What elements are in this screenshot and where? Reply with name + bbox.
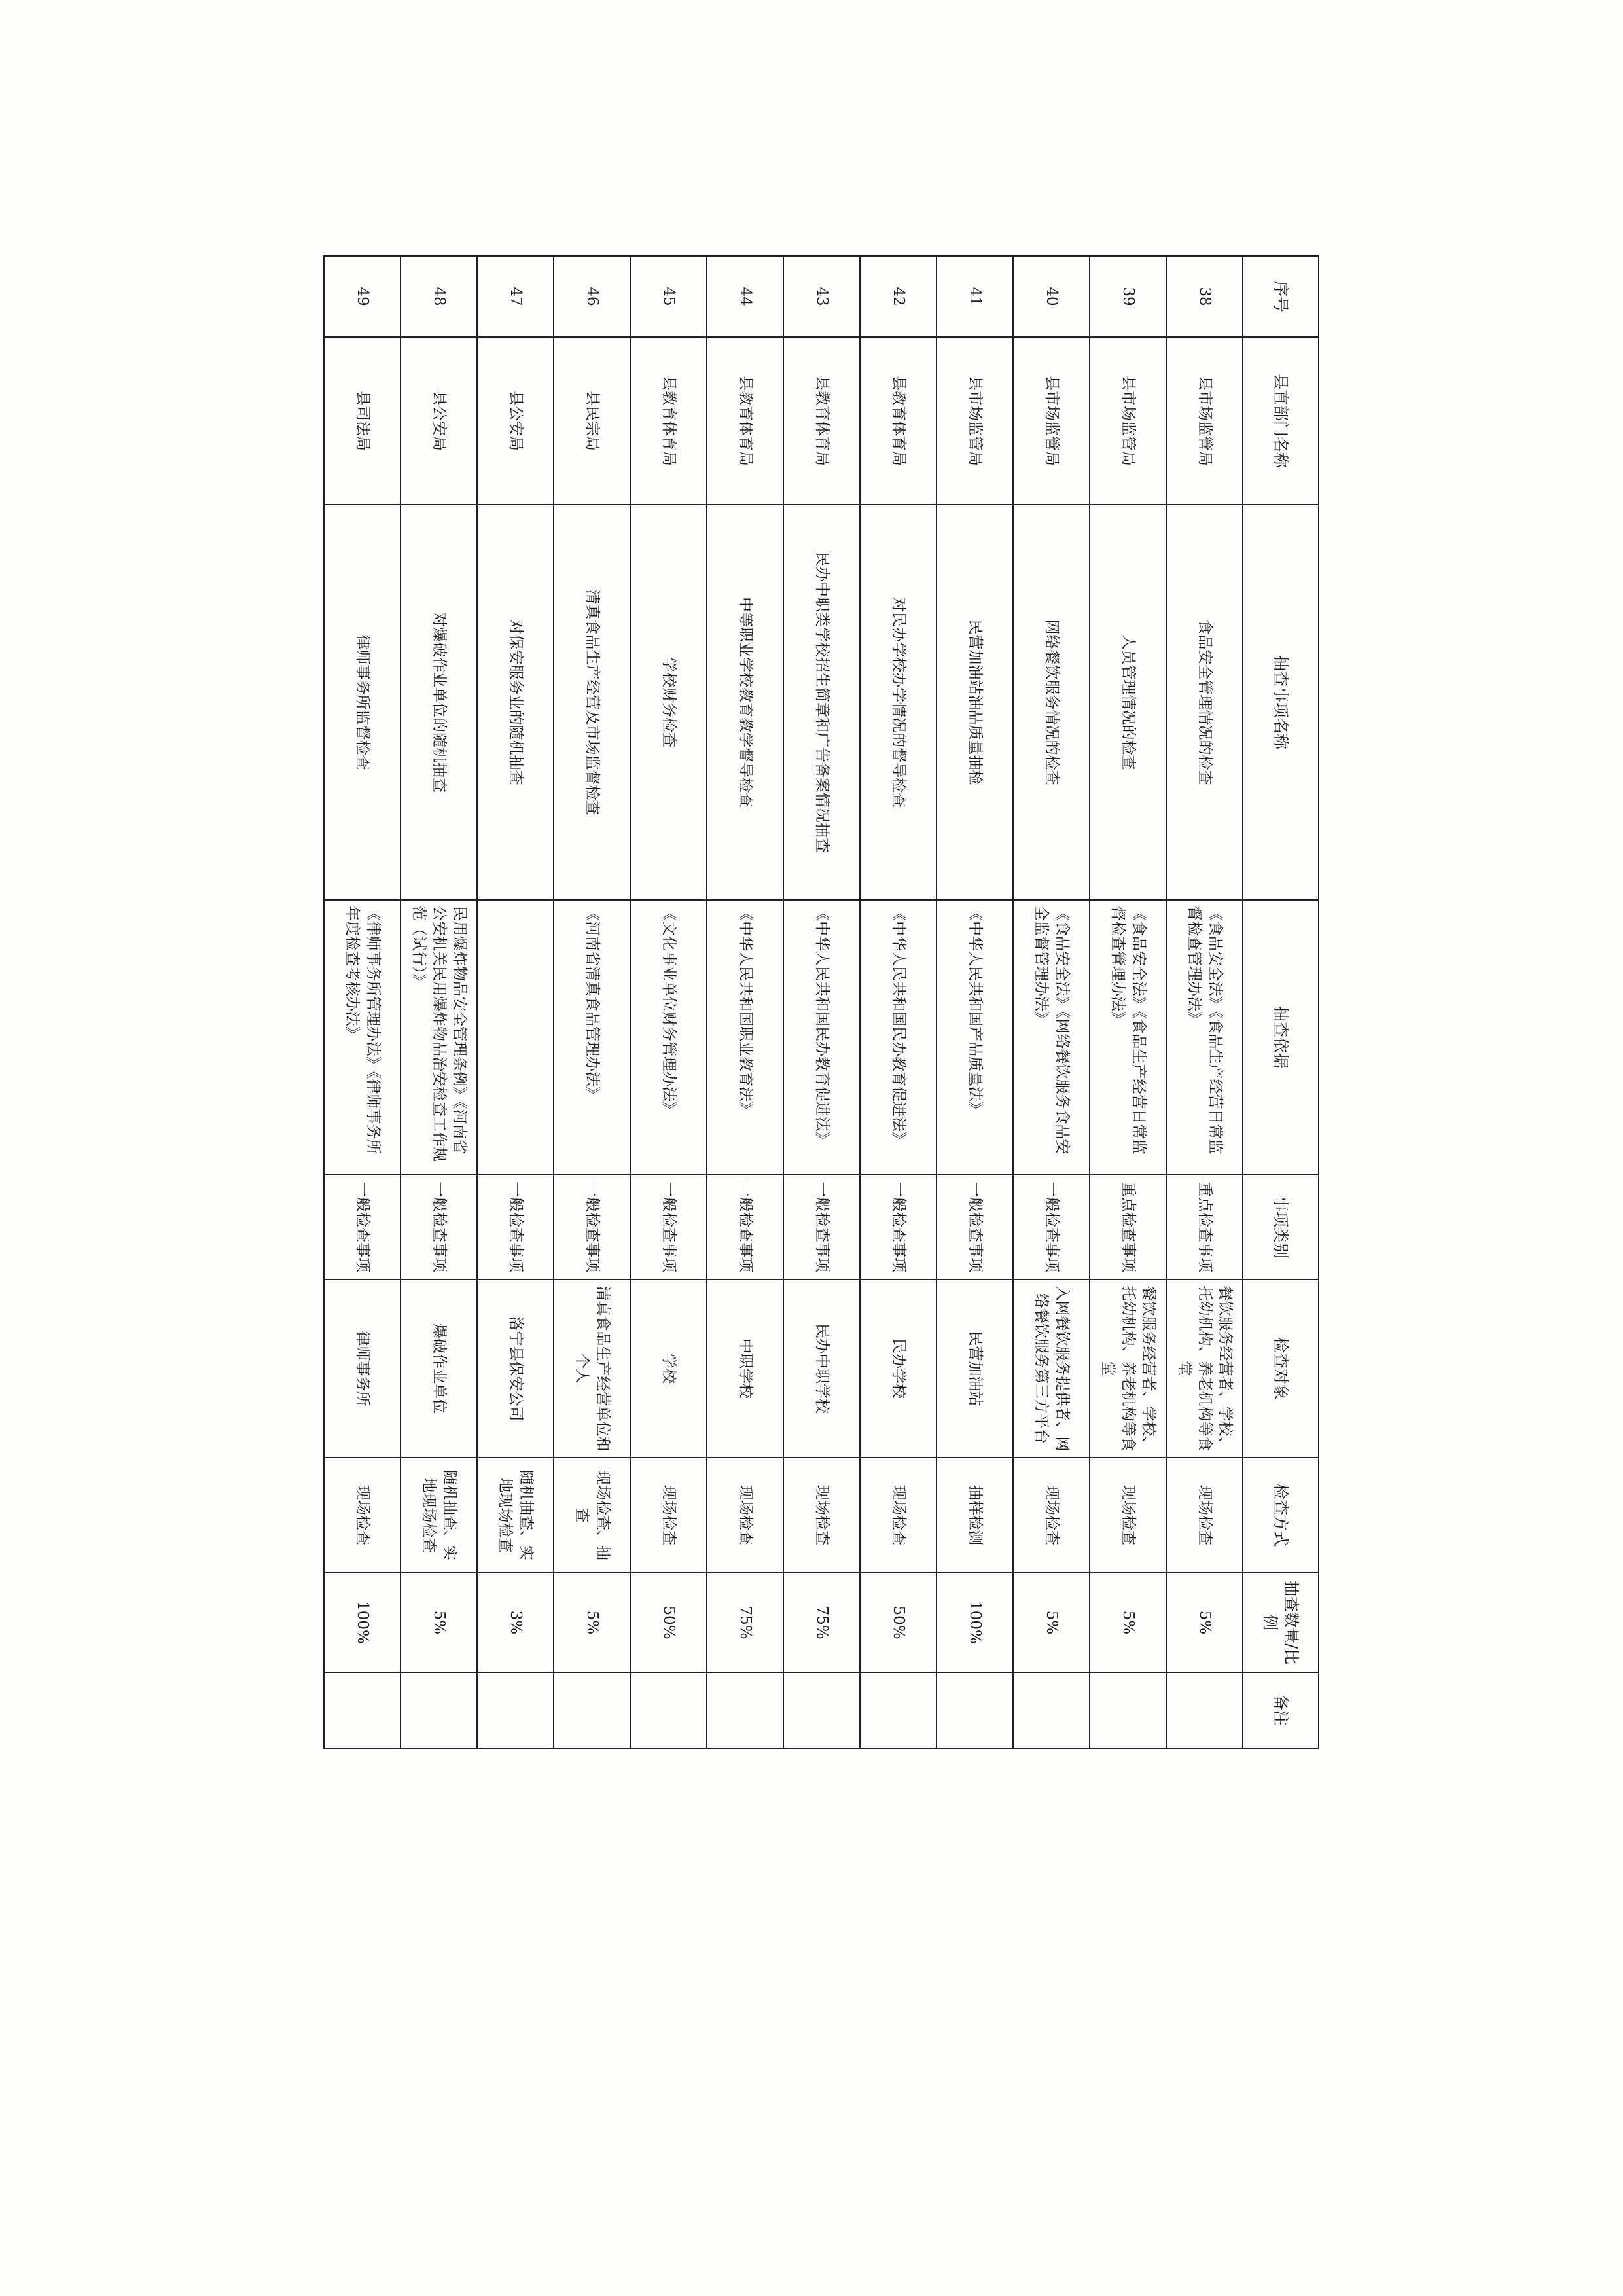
header-cell-basis: 抽查依据 [1243, 900, 1319, 1175]
cell-department: 县市场监管局 [936, 337, 1013, 505]
cell-method: 现场检查 [1013, 1458, 1090, 1573]
header-cell-target: 检查对象 [1243, 1280, 1319, 1458]
cell-remark [1166, 1672, 1243, 1748]
header-cell-method: 检查方式 [1243, 1458, 1319, 1573]
cell-department: 县市场监管局 [1090, 337, 1166, 505]
rotated-table-container [325, 255, 1319, 1748]
cell-method: 现场检查 [1166, 1458, 1243, 1573]
cell-number: 40 [1013, 256, 1090, 337]
cell-item: 学校财务检查 [630, 505, 707, 900]
cell-method: 现场检查 [630, 1458, 707, 1573]
cell-basis: 《文化事业单位财务管理办法》 [630, 900, 707, 1175]
cell-remark [630, 1672, 707, 1748]
table-row [630, 256, 707, 1748]
header-cell-remark: 备注 [1243, 1672, 1319, 1748]
cell-remark [707, 1672, 783, 1748]
cell-target: 洛宁县保安公司 [477, 1280, 554, 1458]
cell-target: 民办中职学校 [783, 1280, 860, 1458]
cell-method: 现场检查 [1090, 1458, 1166, 1573]
cell-remark [1090, 1672, 1166, 1748]
cell-method: 抽样检测 [936, 1458, 1013, 1573]
table-row [1166, 256, 1243, 1748]
table-row [1013, 256, 1090, 1748]
cell-target: 律师事务所 [324, 1280, 401, 1458]
cell-target: 入网餐饮服务提供者、网络餐饮服务第三方平台 [1013, 1280, 1090, 1458]
cell-item: 律师事务所监督检查 [324, 505, 401, 900]
cell-category: 一般检查事项 [324, 1175, 401, 1280]
cell-remark [860, 1672, 936, 1748]
table-row [324, 256, 401, 1748]
cell-basis: 《食品安全法》《网络餐饮服务食品安全监督管理办法》 [1013, 900, 1090, 1175]
cell-ratio: 5% [1013, 1573, 1090, 1672]
cell-target: 学校 [630, 1280, 707, 1458]
cell-target: 民营加油站 [936, 1280, 1013, 1458]
cell-department: 县司法局 [324, 337, 401, 505]
cell-basis: 《河南省清真食品管理办法》 [554, 900, 630, 1175]
cell-ratio: 5% [1166, 1573, 1243, 1672]
cell-number: 44 [707, 256, 783, 337]
cell-department: 县教育体育局 [860, 337, 936, 505]
table-row [554, 256, 630, 1748]
cell-target: 爆破作业单位 [401, 1280, 477, 1458]
cell-item: 对民办学校办学情况的督导检查 [860, 505, 936, 900]
cell-category: 一般检查事项 [630, 1175, 707, 1280]
cell-method: 现场检查 [783, 1458, 860, 1573]
cell-basis: 《中华人民共和国职业教育法》 [707, 900, 783, 1175]
cell-remark [324, 1672, 401, 1748]
header-cell-item: 抽查事项名称 [1243, 505, 1319, 900]
cell-item: 对爆破作业单位的随机抽查 [401, 505, 477, 900]
table-row [783, 256, 860, 1748]
cell-number: 48 [401, 256, 477, 337]
header-cell-number: 序号 [1243, 256, 1319, 337]
cell-ratio: 3% [477, 1573, 554, 1672]
cell-method: 现场检查 [860, 1458, 936, 1573]
cell-number: 41 [936, 256, 1013, 337]
cell-method: 现场检查 [707, 1458, 783, 1573]
cell-ratio: 5% [1090, 1573, 1166, 1672]
cell-target: 中职学校 [707, 1280, 783, 1458]
cell-number: 39 [1090, 256, 1166, 337]
cell-basis [477, 900, 554, 1175]
table-row [1090, 256, 1166, 1748]
cell-remark [1013, 1672, 1090, 1748]
cell-basis: 《律师事务所管理办法》《律师事务所年度检查考核办法》 [324, 900, 401, 1175]
cell-number: 43 [783, 256, 860, 337]
cell-category: 一般检查事项 [401, 1175, 477, 1280]
cell-department: 县教育体育局 [707, 337, 783, 505]
cell-ratio: 50% [860, 1573, 936, 1672]
cell-category: 一般检查事项 [477, 1175, 554, 1280]
table-row [401, 256, 477, 1748]
cell-category: 一般检查事项 [1013, 1175, 1090, 1280]
cell-department: 县民宗局 [554, 337, 630, 505]
table-row [936, 256, 1013, 1748]
cell-ratio: 5% [401, 1573, 477, 1672]
cell-remark [401, 1672, 477, 1748]
cell-item: 中等职业学校教育教学督导检查 [707, 505, 783, 900]
cell-basis: 《中华人民共和国民办教育促进法》 [860, 900, 936, 1175]
table-header-row [1243, 256, 1319, 1748]
cell-basis: 《中华人民共和国民办教育促进法》 [783, 900, 860, 1175]
cell-item: 民办中职类学校招生简章和广告备案情况抽查 [783, 505, 860, 900]
header-cell-department: 县直部门名称 [1243, 337, 1319, 505]
inspection-table [323, 255, 1319, 1749]
cell-remark [783, 1672, 860, 1748]
table-row [860, 256, 936, 1748]
cell-number: 46 [554, 256, 630, 337]
cell-number: 38 [1166, 256, 1243, 337]
cell-category: 一般检查事项 [783, 1175, 860, 1280]
cell-number: 47 [477, 256, 554, 337]
cell-department: 县市场监管局 [1013, 337, 1090, 505]
header-cell-ratio: 抽查数量/比例 [1243, 1573, 1319, 1672]
cell-method: 现场检查、抽查 [554, 1458, 630, 1573]
cell-basis: 《食品安全法》《食品生产经营日常监督检查管理办法》 [1166, 900, 1243, 1175]
cell-method: 随机抽查、实地现场检查 [477, 1458, 554, 1573]
cell-category: 一般检查事项 [707, 1175, 783, 1280]
table-row [707, 256, 783, 1748]
cell-item: 对保安服务业的随机抽查 [477, 505, 554, 900]
cell-basis: 民用爆炸物品安全管理条例》《河南省公安机关民用爆炸物品治安检查工作规范（试行）》 [401, 900, 477, 1175]
cell-ratio: 75% [707, 1573, 783, 1672]
cell-remark [477, 1672, 554, 1748]
cell-department: 县教育体育局 [783, 337, 860, 505]
cell-category: 一般检查事项 [860, 1175, 936, 1280]
cell-department: 县公安局 [477, 337, 554, 505]
cell-basis: 《食品安全法》《食品生产经营日常监督检查管理办法》 [1090, 900, 1166, 1175]
cell-remark [554, 1672, 630, 1748]
cell-target: 清真食品生产经营单位和个人 [554, 1280, 630, 1458]
cell-target: 餐饮服务经营者、学校、托幼机构、养老机构等食堂 [1090, 1280, 1166, 1458]
cell-category: 重点检查事项 [1166, 1175, 1243, 1280]
cell-method: 现场检查 [324, 1458, 401, 1573]
cell-method: 随机抽查、实地现场检查 [401, 1458, 477, 1573]
cell-target: 餐饮服务经营者、学校、托幼机构、养老机构等食堂 [1166, 1280, 1243, 1458]
cell-number: 42 [860, 256, 936, 337]
cell-ratio: 75% [783, 1573, 860, 1672]
cell-ratio: 5% [554, 1573, 630, 1672]
cell-remark [936, 1672, 1013, 1748]
cell-number: 45 [630, 256, 707, 337]
cell-ratio: 100% [324, 1573, 401, 1672]
cell-department: 县教育体育局 [630, 337, 707, 505]
cell-item: 民营加油站油品质量抽检 [936, 505, 1013, 900]
cell-department: 县公安局 [401, 337, 477, 505]
table-row [477, 256, 554, 1748]
cell-category: 重点检查事项 [1090, 1175, 1166, 1280]
cell-department: 县市场监管局 [1166, 337, 1243, 505]
cell-category: 一般检查事项 [554, 1175, 630, 1280]
cell-basis: 《中华人民共和国产品质量法》 [936, 900, 1013, 1175]
cell-item: 清真食品生产经营及市场监督检查 [554, 505, 630, 900]
header-cell-category: 事项类别 [1243, 1175, 1319, 1280]
cell-item: 网络餐饮服务情况的检查 [1013, 505, 1090, 900]
cell-category: 一般检查事项 [936, 1175, 1013, 1280]
cell-ratio: 100% [936, 1573, 1013, 1672]
cell-item: 食品安全管理情况的检查 [1166, 505, 1243, 900]
cell-number: 49 [324, 256, 401, 337]
cell-item: 人员管理情况的检查 [1090, 505, 1166, 900]
cell-target: 民办学校 [860, 1280, 936, 1458]
cell-ratio: 50% [630, 1573, 707, 1672]
